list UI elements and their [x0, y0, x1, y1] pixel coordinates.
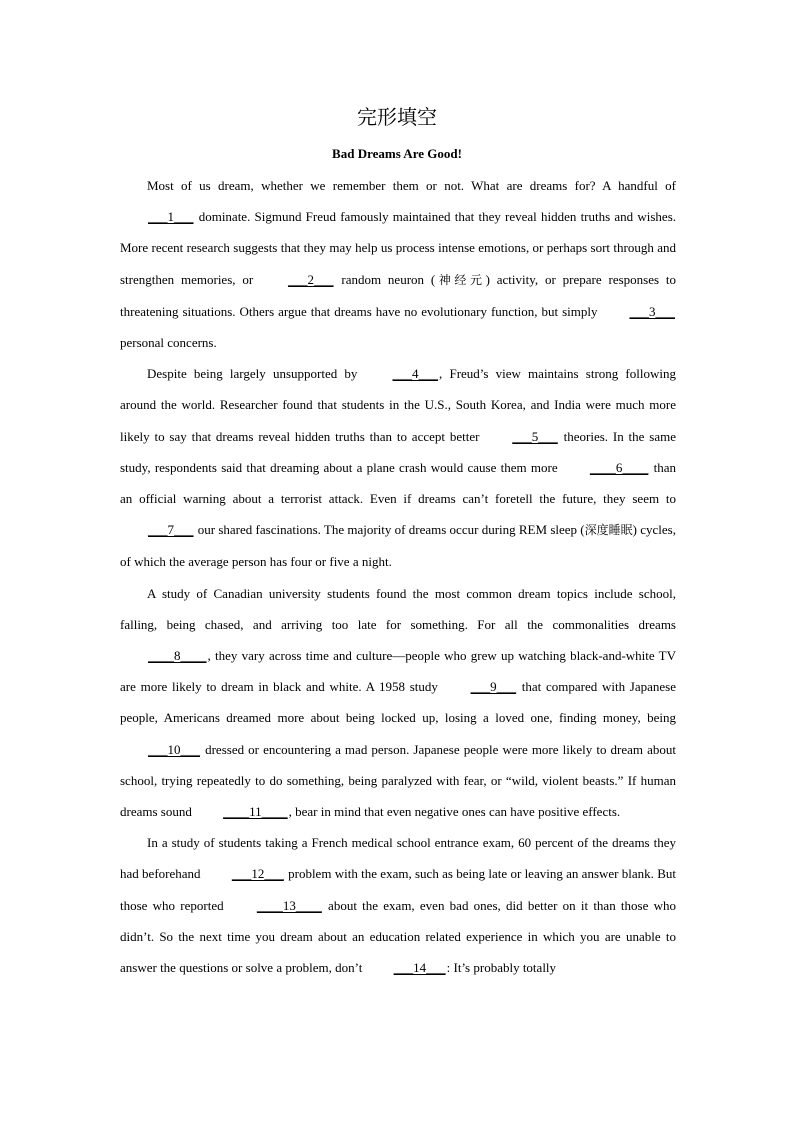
page-title: 完形填空 [357, 105, 437, 129]
blank-field: ___1___ [148, 209, 194, 225]
blank-field: ___5___ [512, 428, 558, 444]
paragraph-text: random neuron ( [334, 271, 436, 287]
passage-paragraph [120, 827, 676, 983]
paragraph-text: than an official warning about a terrorist attack. Even if dreams can’t foretell the future, they seem to [120, 459, 676, 507]
blank-field: ___2___ [288, 271, 334, 287]
blank-field: ___10___ [148, 741, 200, 757]
paragraph-text: dominate. Sigmund Freud famously maintained that they reveal hidden truths and wishes. More recent research suggests that they may help us process intense emotions, or perhaps sort through and strengthen memories, or [120, 209, 676, 287]
passage-paragraph [120, 170, 676, 358]
passage-body [120, 170, 676, 983]
paragraph-text: , bear in mind that even negative ones can have positive effects. [288, 804, 621, 820]
paragraph-text: : It’s probably totally [446, 960, 557, 976]
paragraph-text: ) activity, or prepare responses to threatening situations. Others argue that dreams have no evolutionary function, but simply [120, 271, 676, 319]
paragraph-text: theories. In the same study, respondents said that dreaming about a plane crash would cause them more [120, 428, 676, 475]
blank-field: ____11____ [223, 804, 288, 820]
blank-field: ___4___ [392, 366, 439, 382]
blank-field: ____8____ [148, 648, 207, 664]
blank-field: ___3___ [629, 303, 675, 319]
paragraph-text: that compared with Japanese people, Americans dreamed more about being locked up, losing a loved one, finding money, being [120, 679, 676, 726]
passage-paragraph [120, 578, 676, 828]
paragraph-text: dressed or encountering a mad person. Japanese people were more likely to dream about school, trying repeatedly to do something, being paralyzed with fear, or “wild, violent beasts.” If human dreams sound [120, 741, 676, 820]
paragraph-text: problem with the exam, such as being late or leaving an answer blank. But those who reported [120, 866, 676, 913]
paragraph-text: , Freud’s view maintains strong following around the world. Researcher found that students in the U.S., South Korea, and India were much more likely to say that dreams reveal hidden truths than to accept better [120, 366, 676, 444]
paragraph-text: our shared fascinations. The majority of dreams occur during REM sleep ( [194, 522, 585, 538]
paragraph-text: personal concerns. [120, 335, 217, 351]
paragraph-text: In a study of students taking a French medical school entrance exam, 60 percent of the dreams they had beforehand [120, 835, 676, 882]
paragraph-text: ) cycles, of which the average person has four or five a night. [120, 522, 676, 570]
blank-field: ____6____ [589, 459, 649, 475]
paragraph-text: Despite being largely unsupported by [147, 366, 365, 382]
blank-field: ___7___ [148, 522, 194, 538]
paragraph-text: about the exam, even bad ones, did better on it than those who didn’t. So the next time you dream about an education related experience in which you are unable to answer the questions or solve a problem, don’t [120, 897, 676, 976]
passage-paragraph [120, 358, 676, 577]
blank-field: ___14___ [393, 960, 446, 976]
paragraph-text: Most of us dream, whether we remember them or not. What are dreams for? A handful of [147, 178, 676, 193]
passage-title: Bad Dreams Are Good! [332, 146, 462, 161]
paragraph-text: , they vary across time and culture—people who grew up watching black-and-white TV are more likely to dream in black and white. A 1958 study [120, 648, 676, 695]
chinese-gloss: 神经元 [435, 272, 486, 287]
blank-field: ____13____ [256, 897, 322, 913]
blank-field: ___9___ [470, 679, 517, 695]
chinese-gloss: 深度睡眠 [584, 523, 633, 538]
blank-field: ___12___ [231, 866, 284, 882]
paragraph-text: A study of Canadian university students found the most common dream topics include school, falling, being chased, and arriving too late for something. For all the commonalities dreams [120, 585, 676, 632]
